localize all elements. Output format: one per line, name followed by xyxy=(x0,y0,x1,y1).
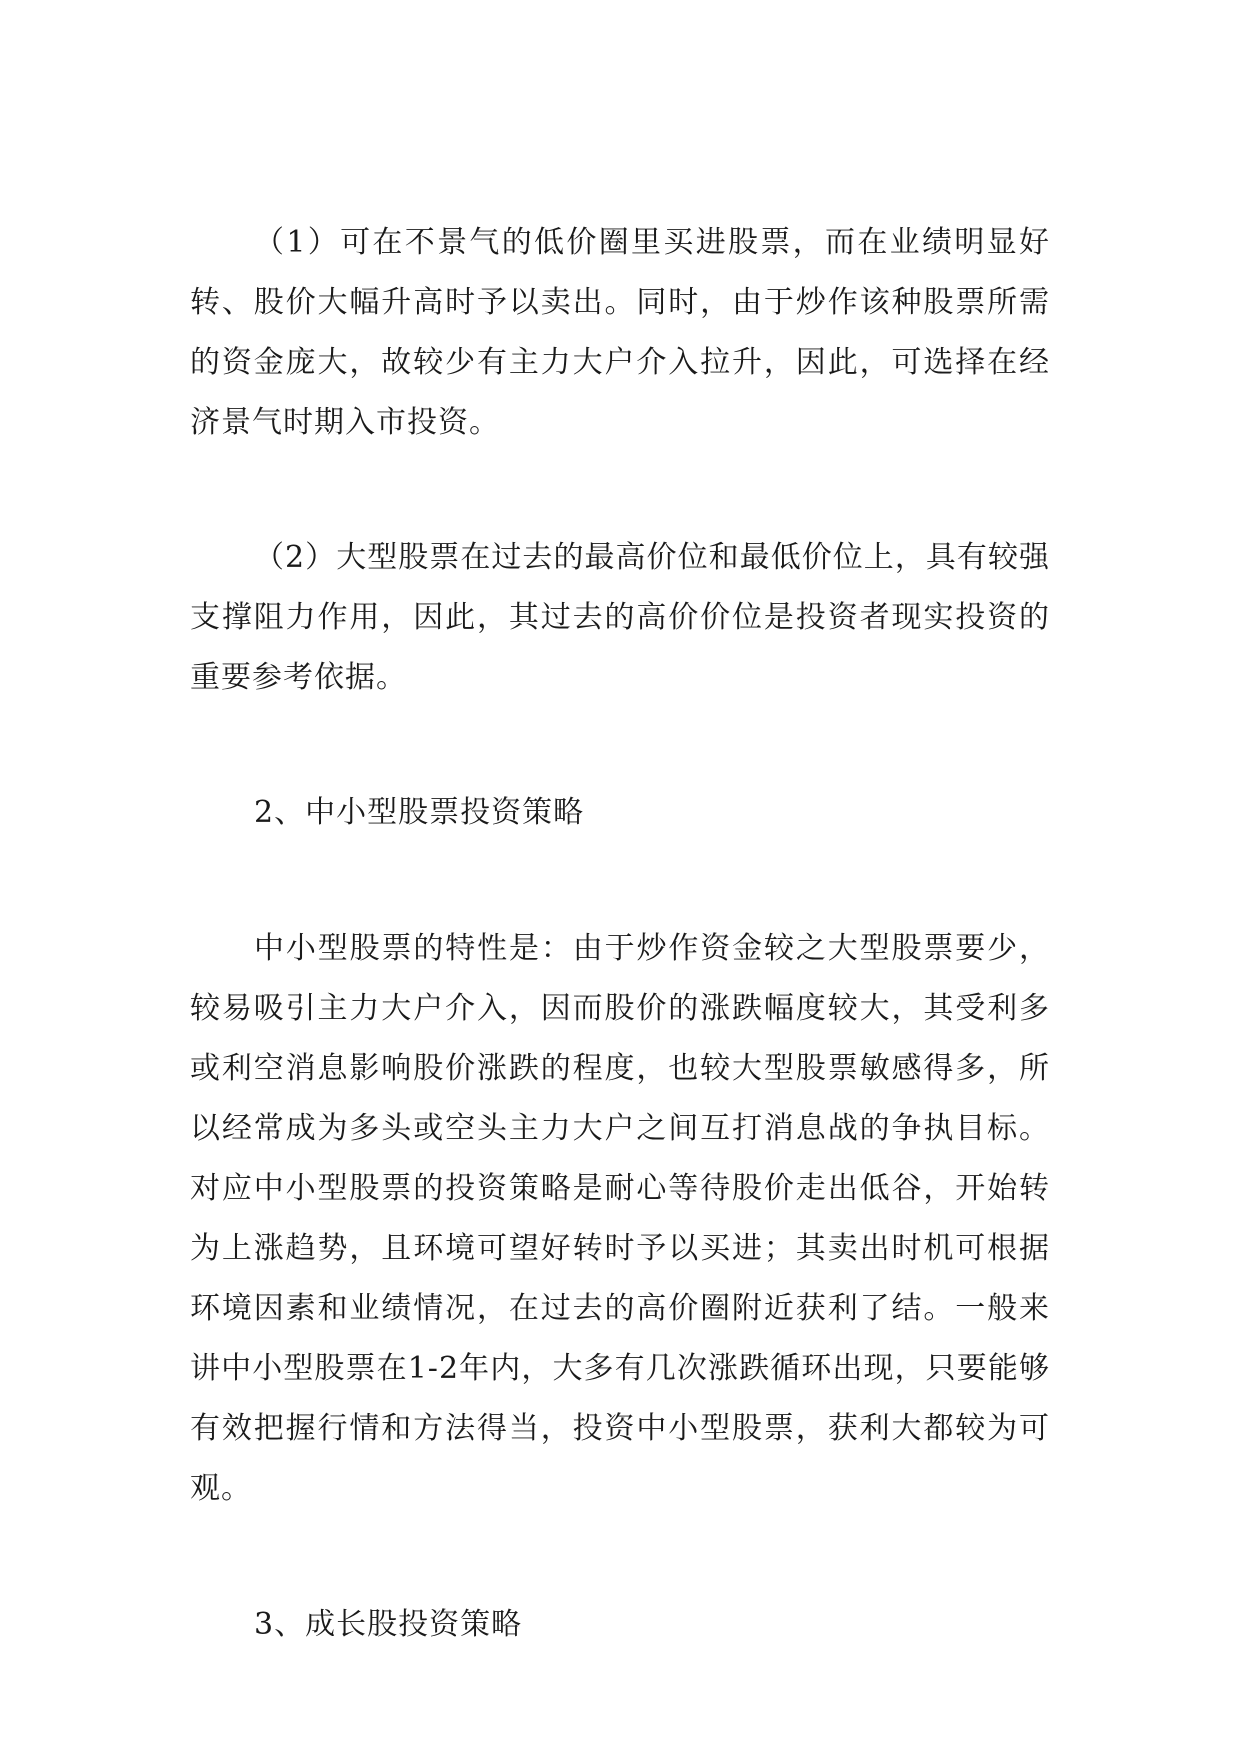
document-body xyxy=(190,213,1050,1655)
paragraph-large-cap-strategy-1: （1）可在不景气的低价圈里买进股票，而在业绩明显好转、股价大幅升高时予以卖出。同时，由于炒作该种股票所需的资金庞大，故较少有主力大户介入拉升，因此，可选择在经济景气时期入市投资。 xyxy=(190,225,1050,440)
paragraph-large-cap-strategy-2: （2）大型股票在过去的最高价位和最低价位上，具有较强支撑阻力作用，因此，其过去的高价价位是投资者现实投资的重要参考依据。 xyxy=(190,540,1050,695)
paragraph-small-mid-cap-strategy: 中小型股票的特性是：由于炒作资金较之大型股票要少，较易吸引主力大户介入，因而股价的涨跌幅度较大，其受利多或利空消息影响股价涨跌的程度，也较大型股票敏感得多，所以经常成为多头或空头主力大户之间互打消息战的争执目标。对应中小型股票的投资策略是耐心等待股价走出低谷，开始转为上涨趋势，且环境可望好转时予以买进；其卖出时机可根据环境因素和业绩情况，在过去的高价圈附近获利了结。一般来讲中小型股票在1-2年内，大多有几次涨跌循环出现，只要能够有效把握行情和方法得当，投资中小型股票，获利大都较为可观。 xyxy=(190,931,1050,1506)
section-heading-growth-stock: 3、成长股投资策略 xyxy=(254,1607,523,1642)
section-heading-small-mid-cap: 2、中小型股票投资策略 xyxy=(254,795,585,830)
